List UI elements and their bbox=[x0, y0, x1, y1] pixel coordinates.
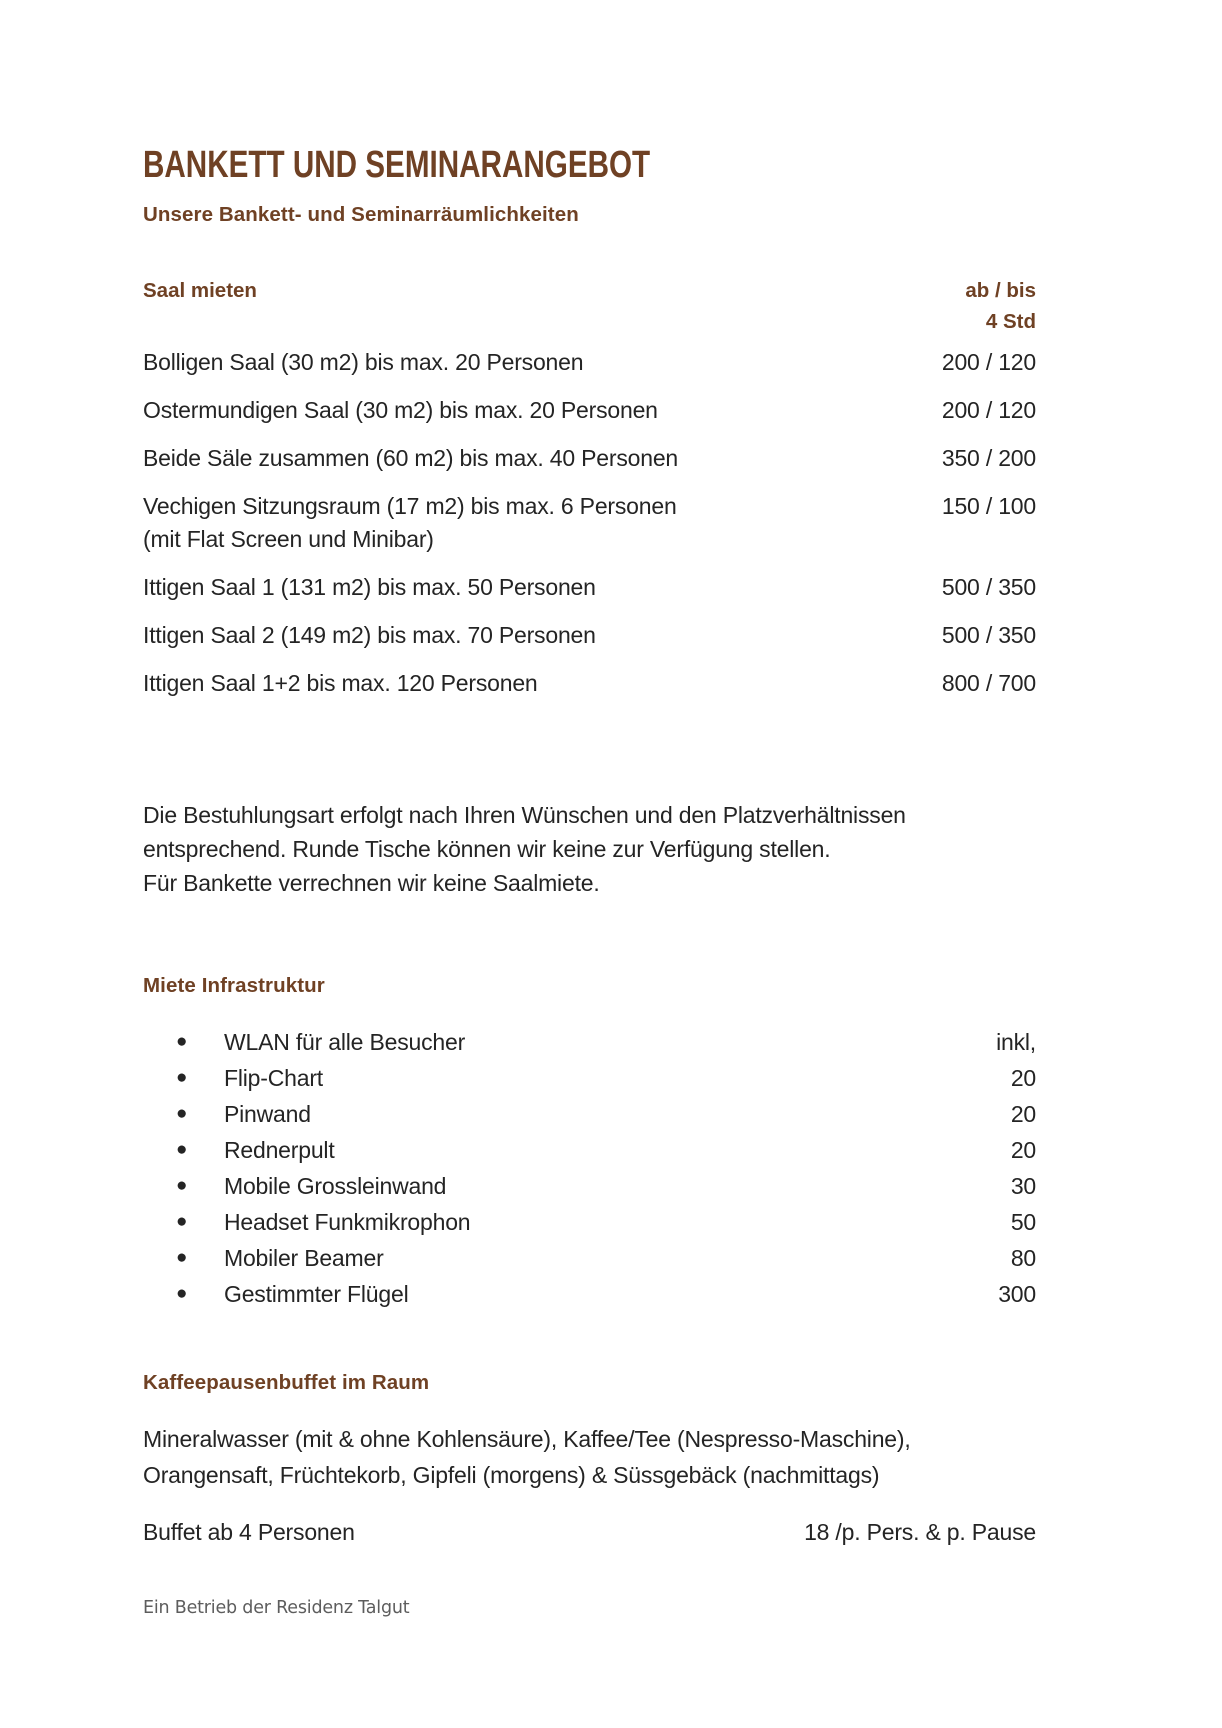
item-label: Headset Funkmikrophon bbox=[224, 1208, 471, 1235]
buffet-row bbox=[143, 1516, 1036, 1549]
room-note: (mit Flat Screen und Minibar) bbox=[143, 525, 434, 552]
room-label: Beide Säle zusammen (60 m2) bis max. 40 Personen bbox=[143, 444, 678, 471]
item-label: Gestimmter Flügel bbox=[224, 1280, 409, 1307]
saal-mieten-table bbox=[143, 346, 1036, 700]
room-label: Ittigen Saal 1 (131 m2) bis max. 50 Personen bbox=[143, 573, 596, 600]
item-label: Pinwand bbox=[224, 1100, 311, 1127]
infrastruktur-item bbox=[143, 1168, 1036, 1204]
item-label: Mobile Grossleinwand bbox=[224, 1172, 447, 1199]
room-label-cell bbox=[143, 571, 596, 604]
price-header-4std-row bbox=[143, 310, 1036, 334]
kaffeepause-heading: Kaffeepausenbuffet im Raum bbox=[143, 1370, 430, 1394]
item-price: 20 bbox=[1010, 1064, 1036, 1091]
infrastruktur-item bbox=[143, 1276, 1036, 1312]
room-label: Vechigen Sitzungsraum (17 m2) bis max. 6 Personen bbox=[143, 492, 677, 519]
description-line: Orangensaft, Früchtekorb, Gipfeli (morgens) & Süssgebäck (nachmittags) bbox=[143, 1461, 880, 1488]
price-header-ab-bis: ab / bis bbox=[965, 278, 1036, 302]
note-line: Für Bankette verrechnen wir keine Saalmiete. bbox=[143, 869, 600, 896]
bullet-icon: ● bbox=[176, 1246, 188, 1268]
room-price: 500 / 350 bbox=[941, 573, 1036, 600]
item-label: Flip-Chart bbox=[224, 1064, 323, 1091]
infrastruktur-list bbox=[143, 1024, 1036, 1312]
description-line: Mineralwasser (mit & ohne Kohlensäure), Kaffee/Tee (Nespresso-Maschine), bbox=[143, 1425, 911, 1452]
bullet-icon: ● bbox=[176, 1102, 188, 1124]
item-price: 20 bbox=[1010, 1100, 1036, 1127]
room-label-cell bbox=[143, 667, 538, 700]
infrastruktur-item bbox=[143, 1060, 1036, 1096]
item-label: Mobiler Beamer bbox=[224, 1244, 384, 1271]
bullet-icon: ● bbox=[176, 1030, 188, 1052]
bullet-icon: ● bbox=[176, 1066, 188, 1088]
infrastruktur-item bbox=[143, 1132, 1036, 1168]
item-price: 50 bbox=[1010, 1208, 1036, 1235]
room-label: Bolligen Saal (30 m2) bis max. 20 Personen bbox=[143, 348, 584, 375]
bullet-icon: ● bbox=[176, 1174, 188, 1196]
room-label: Ostermundigen Saal (30 m2) bis max. 20 Personen bbox=[143, 396, 658, 423]
room-price: 200 / 120 bbox=[941, 396, 1036, 423]
table-row bbox=[143, 667, 1036, 700]
table-row bbox=[143, 394, 1036, 427]
infrastruktur-item bbox=[143, 1204, 1036, 1240]
note-line: entsprechend. Runde Tische können wir keine zur Verfügung stellen. bbox=[143, 835, 831, 862]
table-row bbox=[143, 571, 1036, 604]
page-subtitle: Unsere Bankett- und Seminarräumlichkeiten bbox=[143, 202, 579, 226]
item-price: 30 bbox=[1010, 1172, 1036, 1199]
item-price: 300 bbox=[998, 1280, 1036, 1307]
room-label-cell bbox=[143, 490, 677, 556]
footer-text: Ein Betrieb der Residenz Talgut bbox=[143, 1598, 410, 1618]
room-price: 500 / 350 bbox=[941, 621, 1036, 648]
item-price: 80 bbox=[1010, 1244, 1036, 1271]
room-label-cell bbox=[143, 346, 583, 379]
buffet-label: Buffet ab 4 Personen bbox=[143, 1518, 355, 1545]
room-price: 350 / 200 bbox=[941, 444, 1036, 471]
buffet-price: 18 /p. Pers. & p. Pause bbox=[804, 1518, 1036, 1545]
saal-mieten-heading: Saal mieten bbox=[143, 278, 257, 302]
item-label: Rednerpult bbox=[224, 1136, 335, 1163]
room-label-cell bbox=[143, 442, 678, 475]
infrastruktur-item bbox=[143, 1240, 1036, 1276]
bullet-icon: ● bbox=[176, 1210, 188, 1232]
item-label: WLAN für alle Besucher bbox=[224, 1028, 466, 1055]
table-row bbox=[143, 442, 1036, 475]
note-line: Die Bestuhlungsart erfolgt nach Ihren Wünschen und den Platzverhältnissen bbox=[143, 801, 906, 828]
infrastruktur-item bbox=[143, 1024, 1036, 1060]
room-label-cell bbox=[143, 394, 658, 427]
item-price: inkl, bbox=[996, 1028, 1036, 1055]
bullet-icon: ● bbox=[176, 1282, 188, 1304]
item-price: 20 bbox=[1010, 1136, 1036, 1163]
saal-mieten-header-row bbox=[143, 279, 1036, 303]
room-label: Ittigen Saal 1+2 bis max. 120 Personen bbox=[143, 669, 538, 696]
table-row bbox=[143, 346, 1036, 379]
price-header-4std: 4 Std bbox=[985, 309, 1036, 333]
bullet-icon: ● bbox=[176, 1138, 188, 1160]
room-label: Ittigen Saal 2 (149 m2) bis max. 70 Personen bbox=[143, 621, 596, 648]
infrastruktur-heading: Miete Infrastruktur bbox=[143, 973, 325, 997]
table-row bbox=[143, 619, 1036, 652]
room-price: 200 / 120 bbox=[941, 348, 1036, 375]
room-label-cell bbox=[143, 619, 596, 652]
page-title: BANKETT UND SEMINARANGEBOT bbox=[143, 144, 651, 186]
table-row bbox=[143, 490, 1036, 556]
infrastruktur-item bbox=[143, 1096, 1036, 1132]
room-price: 800 / 700 bbox=[941, 669, 1036, 696]
bestuhlung-note bbox=[143, 798, 1036, 900]
page-content bbox=[143, 145, 1036, 1549]
room-price: 150 / 100 bbox=[941, 492, 1036, 519]
kaffeepause-description bbox=[143, 1421, 1036, 1493]
